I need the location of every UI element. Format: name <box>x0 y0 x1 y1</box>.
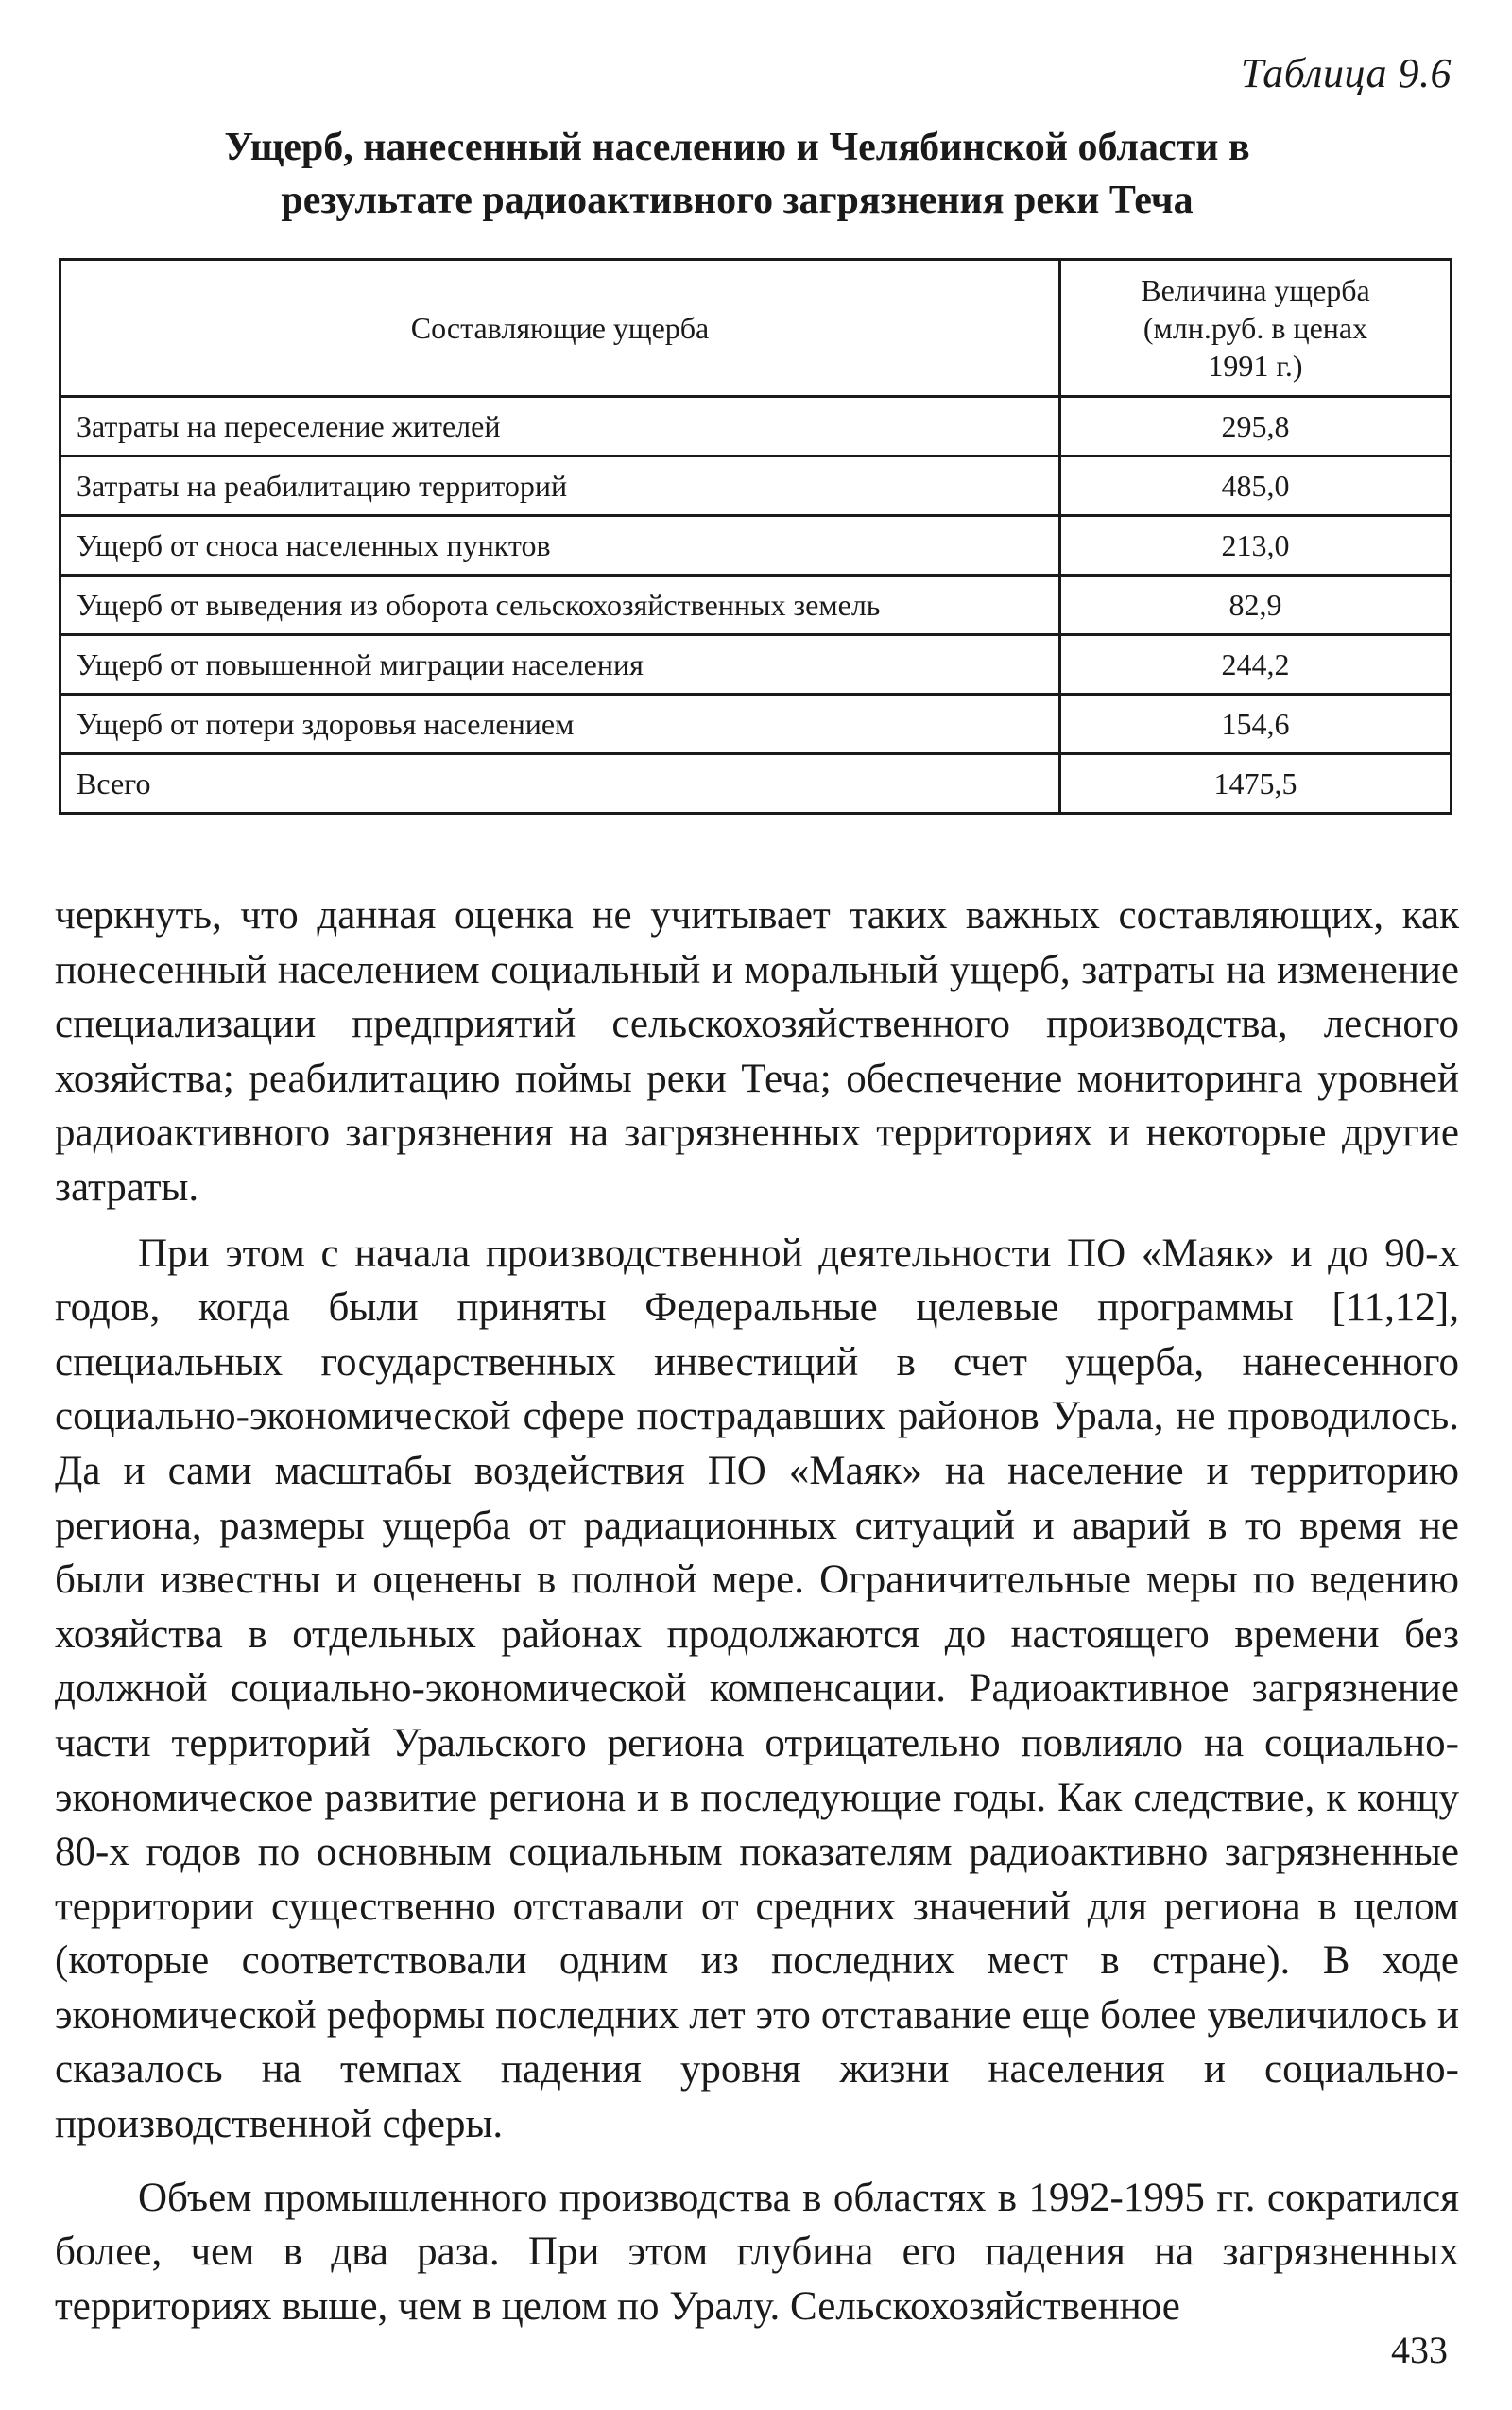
row-label: Затраты на реабилитацию территорий <box>60 456 1060 516</box>
header-component: Составляющие ущерба <box>60 260 1060 397</box>
header-value <box>1060 260 1452 397</box>
row-value: 82,9 <box>1060 576 1452 635</box>
table-header-row <box>60 260 1452 397</box>
table-row <box>60 456 1452 516</box>
table-row <box>60 397 1452 456</box>
table-row <box>60 695 1452 754</box>
table-title <box>113 121 1361 227</box>
table-title-line: результате радиоактивного загрязнения реки Теча <box>281 179 1194 222</box>
header-value-line: Величина ущерба <box>1141 273 1370 307</box>
table-title-line: Ущерб, нанесенный населению и Челябинской области в <box>224 126 1250 169</box>
table-row <box>60 516 1452 576</box>
row-label: Ущерб от выведения из оборота сельскохозяйственных земель <box>60 576 1060 635</box>
table-total-row <box>60 754 1452 814</box>
table-row <box>60 635 1452 695</box>
row-value: 244,2 <box>1060 635 1452 695</box>
paragraph: При этом с начала производственной деятельности ПО «Маяк» и до 90-х годов, когда были приняты Федеральные целевые программы [11,12], специальных государственных инвестиций в счет ущерба, нанесенного социально-экономической сфере пострадавших районов Урала, не проводилось. Да и сами масштабы воздействия ПО «Маяк» на население и территорию региона, размеры ущерба от радиационных ситуаций и аварий в то время не были известны и оценены в полной мере. Ограничительные меры по ведению хозяйства в отдельных районах продолжаются до настоящего времени без должной социально-экономической компенсации. Радиоактивное загрязнение части территорий Уральского региона отрицательно повлияло на социально-экономическое развитие региона и в последующие годы. Как следствие, к концу 80-х годов по основным социальным показателям радиоактивно загрязненные территории существенно отставали от средних значений для региона в целом (которые соответствовали одним из последних мест в стране). В ходе экономической реформы последних лет это отставание еще более увеличилось и сказалось на темпах падения уровня жизни населения и социально-производственной сферы. <box>55 1231 1459 2147</box>
header-value-line: 1991 г.) <box>1208 349 1303 383</box>
row-value: 295,8 <box>1060 397 1452 456</box>
paragraph: Объем промышленного производства в областях в 1992-1995 гг. сократился более, чем в два раза. При этом глубина его падения на загрязненных территориях выше, чем в целом по Уралу. Сельскохозяйственное <box>55 2175 1459 2329</box>
row-value: 485,0 <box>1060 456 1452 516</box>
row-label: Ущерб от сноса населенных пунктов <box>60 516 1060 576</box>
row-value: 154,6 <box>1060 695 1452 754</box>
damage-table <box>59 258 1452 815</box>
row-label: Ущерб от потери здоровья населением <box>60 695 1060 754</box>
total-value: 1475,5 <box>1060 754 1452 814</box>
table-label: Таблица 9.6 <box>1240 50 1452 96</box>
total-label: Всего <box>60 754 1060 814</box>
header-value-line: (млн.руб. в ценах <box>1143 311 1368 345</box>
paragraph: черкнуть, что данная оценка не учитывает таких важных составляющих, как понесенный населением социальный и моральный ущерб, затраты на изменение специализации предприятий сельскохозяйственного производства, лесного хозяйства; реабилитацию поймы реки Теча; обеспечение мониторинга уровней радиоактивного загрязнения на загрязненных территориях и некоторые другие затраты. <box>55 893 1459 1210</box>
row-label: Ущерб от повышенной миграции населения <box>60 635 1060 695</box>
table-row <box>60 576 1452 635</box>
body-text <box>55 888 1459 2333</box>
row-value: 213,0 <box>1060 516 1452 576</box>
row-label: Затраты на переселение жителей <box>60 397 1060 456</box>
page-number: 433 <box>1391 2329 1448 2371</box>
